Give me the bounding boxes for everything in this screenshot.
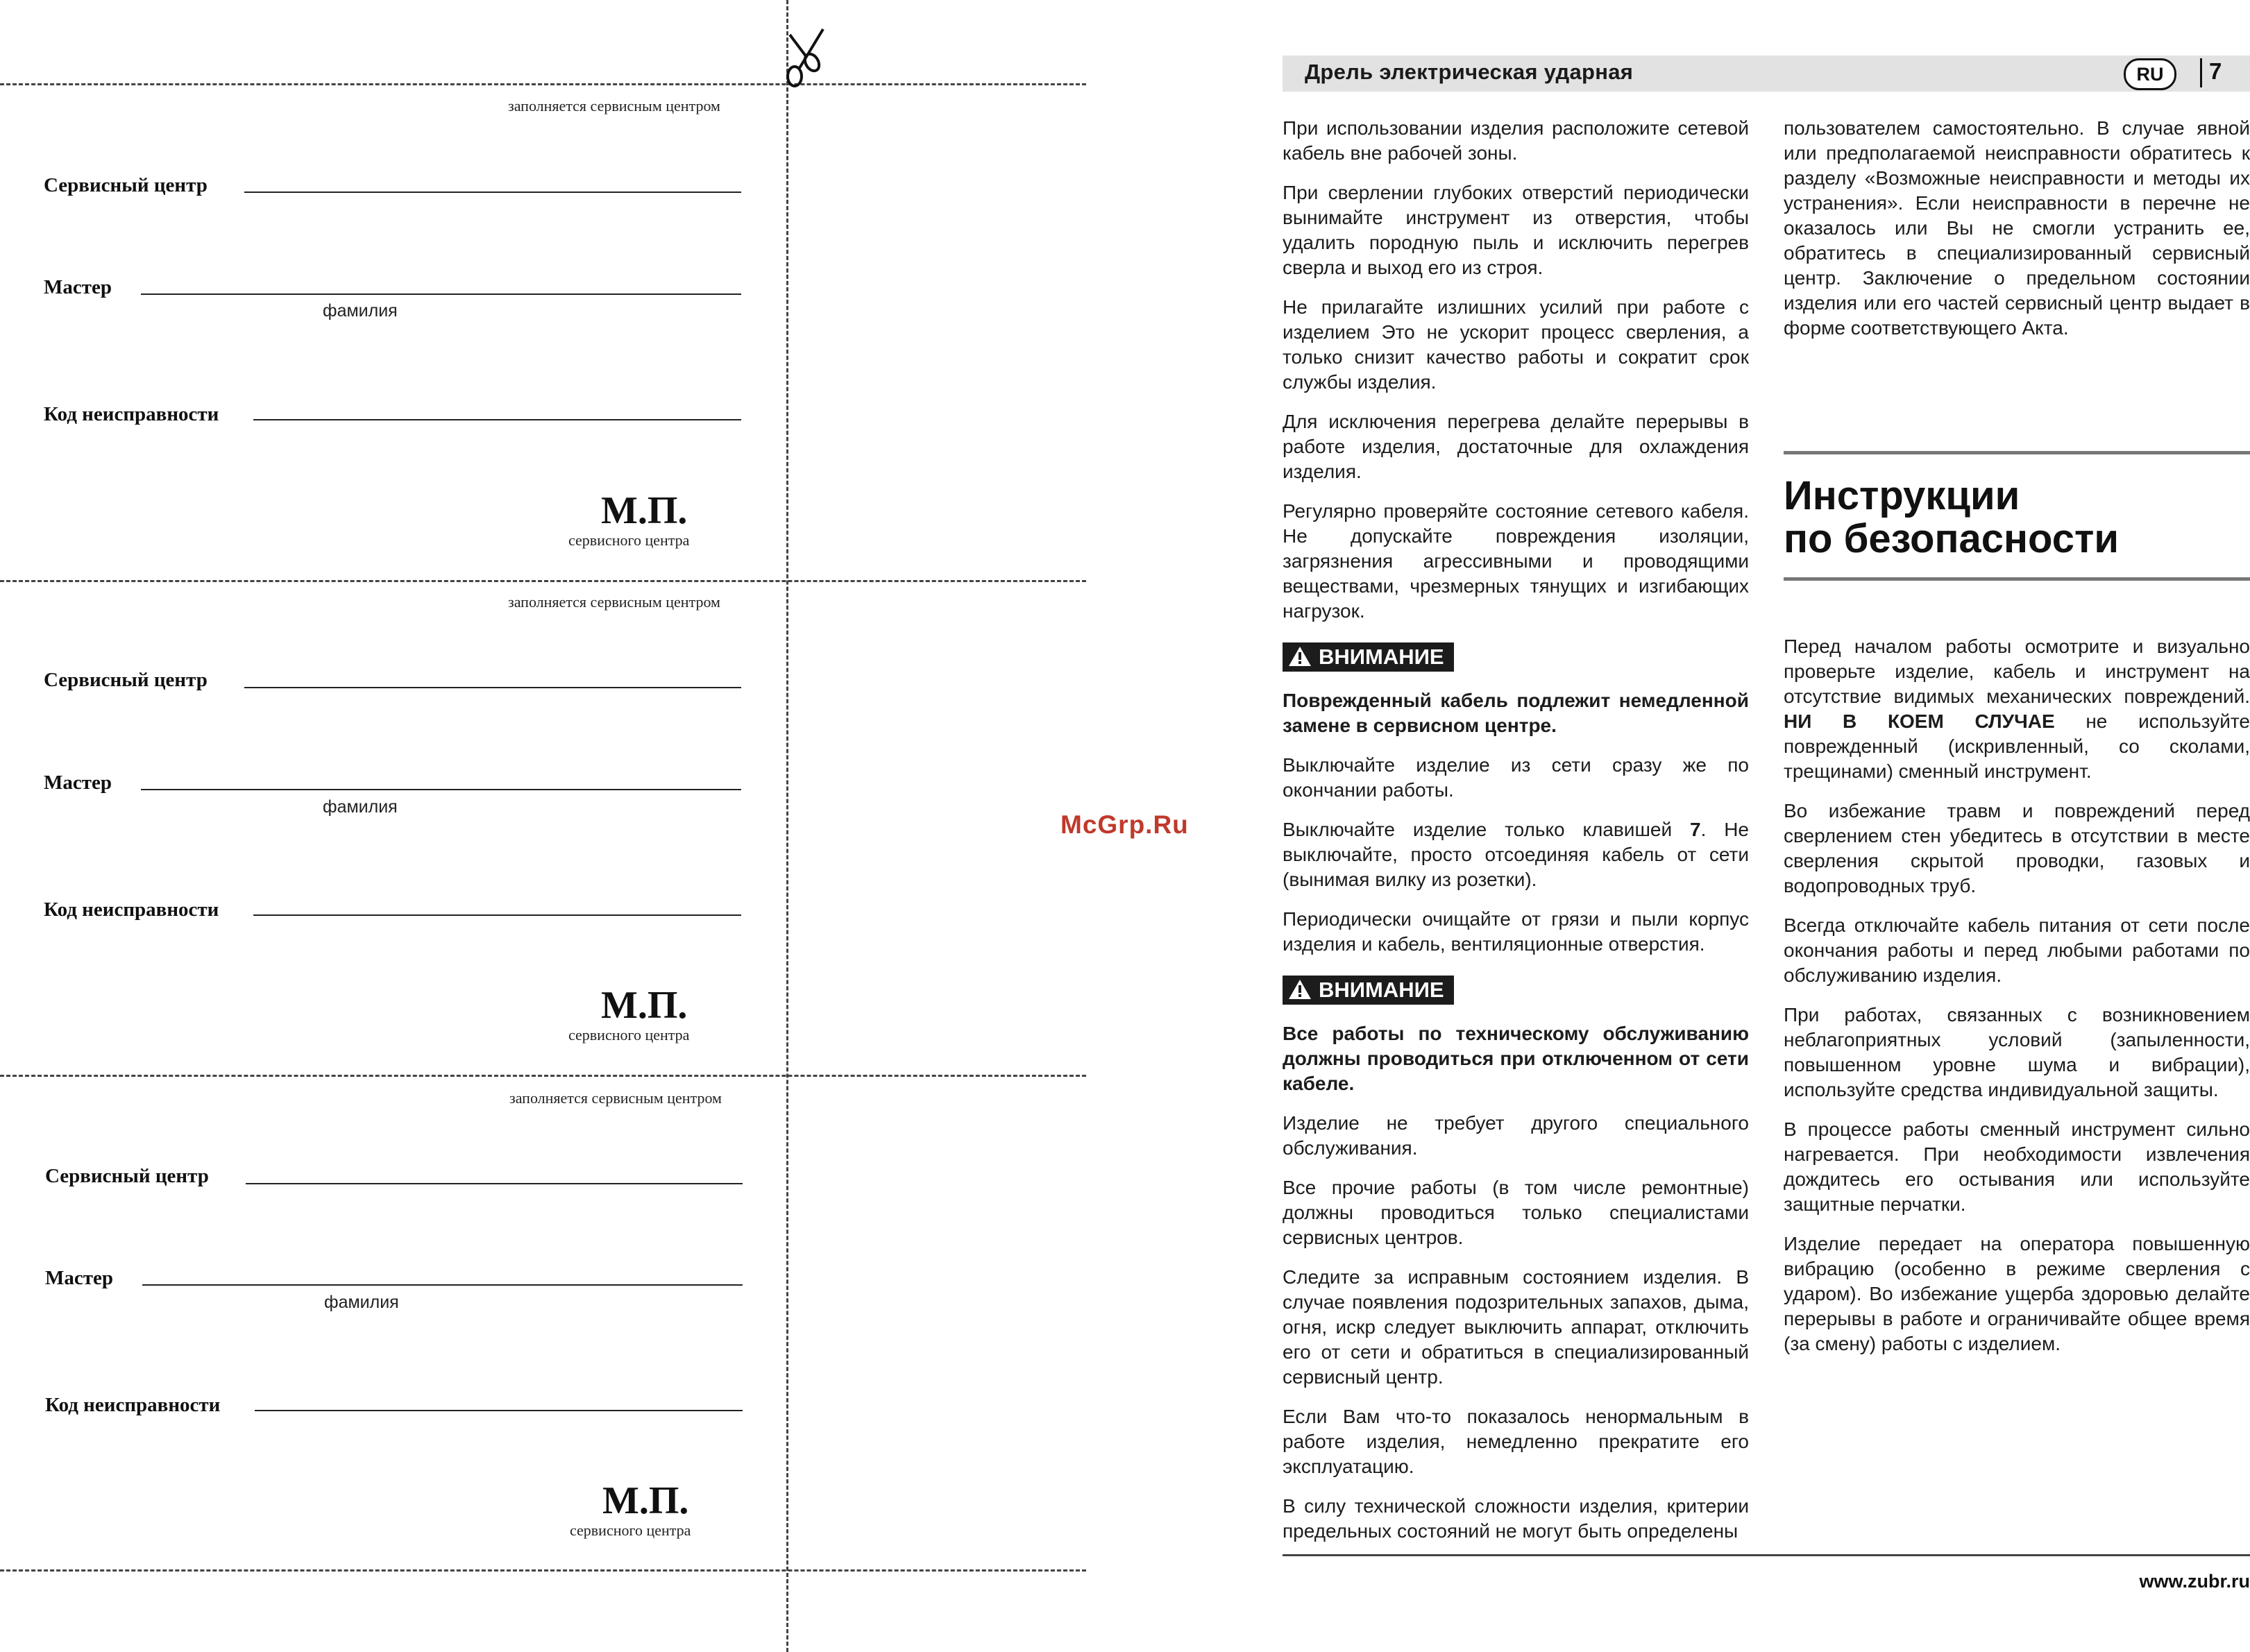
page-number: 7 bbox=[2209, 58, 2222, 84]
paragraph-part: не используйте поврежденный (искривленный, со сколами, трещинами) сменный инструмент. bbox=[1784, 710, 2250, 782]
emphasis: НИ В КОЕМ СЛУЧАЕ bbox=[1784, 710, 2055, 732]
paragraph: пользователем самостоятельно. В случае явной или предполагаемой неисправности обратитесь к разделу «Возможные неисправности и методы их устранения». Если неисправности в перечне не оказалось или Вы не смогли устранить ее, обратитесь в специализированный сервисный центр. Заключение о предельном состоянии изделия или его частей сервисный центр выдает в форме соответствующего Акта. bbox=[1784, 117, 2250, 339]
paragraph: Во избежание травм и повреждений перед сверлением стен убедитесь в отсутствии в месте сверления скрытой проводки, газовых и водопроводных труб. bbox=[1784, 800, 2250, 896]
master-label: Мастер bbox=[44, 276, 112, 298]
warning-icon bbox=[1288, 646, 1312, 667]
warning-badge bbox=[1283, 976, 1454, 1005]
paragraph: Для исключения перегрева делайте перерывы в работе изделия, достаточные для охлаждения изделия. bbox=[1283, 411, 1749, 482]
fault-code-label: Код неисправности bbox=[45, 1394, 221, 1416]
horizontal-cut-line bbox=[0, 580, 1086, 582]
master-field[interactable] bbox=[141, 293, 741, 295]
horizontal-cut-line bbox=[0, 1569, 1086, 1572]
page-title: Дрель электрическая ударная bbox=[1305, 60, 1634, 84]
fault-code-field[interactable] bbox=[253, 419, 741, 420]
paragraph: Следите за исправным состоянием изделия. В случае появления подозрительных запахов, дыма, огня, искр следует выключить аппарат, отключить его от сети и обратиться в специализированный сервисный центр. bbox=[1283, 1266, 1749, 1388]
stamp-label: М.П. bbox=[601, 984, 688, 1027]
surname-caption: фамилия bbox=[323, 301, 398, 321]
master-field[interactable] bbox=[142, 1284, 743, 1286]
paragraph bbox=[1784, 634, 2250, 784]
stamp-label: М.П. bbox=[602, 1479, 689, 1522]
warning-text: Поврежденный кабель подлежит немедленной замене в сервисном центре. bbox=[1283, 690, 1749, 736]
paragraph: При работах, связанных с возникновением неблагоприятных условий (запыленности, повышенном уровне шума и вибрации), используйте средства индивидуальной защиты. bbox=[1784, 1004, 2250, 1100]
surname-caption: фамилия bbox=[324, 1293, 399, 1312]
master-label: Мастер bbox=[45, 1267, 113, 1289]
service-center-field[interactable] bbox=[244, 191, 741, 193]
paragraph-part: Выключайте изделие только клавишей bbox=[1283, 819, 1690, 840]
section-title-line: Инструкции bbox=[1784, 473, 2020, 518]
fault-code-field[interactable] bbox=[253, 914, 741, 916]
paragraph: Изделие не требует другого специального обслуживания. bbox=[1283, 1112, 1749, 1159]
section-rule bbox=[1784, 577, 2250, 581]
service-center-field[interactable] bbox=[244, 687, 741, 688]
master-field[interactable] bbox=[141, 789, 741, 790]
horizontal-cut-line bbox=[0, 1075, 1086, 1077]
paragraph-part: . Не выключайте, просто отсоединяя кабель от сети (вынимая вилку из розетки). bbox=[1283, 819, 1749, 890]
safety-column bbox=[1784, 634, 2250, 1371]
service-center-field[interactable] bbox=[246, 1183, 743, 1184]
paragraph: Периодически очищайте от грязи и пыли корпус изделия и кабель, вентиляционные отверстия. bbox=[1283, 908, 1749, 955]
watermark: McGrp.Ru bbox=[1060, 810, 1189, 839]
paragraph: Регулярно проверяйте состояние сетевого кабеля. Не допускайте повреждения изоляции, загрязнения агрессивными и проводящими веществами, чрезмерных тянущих и изгибающих нагрузок. bbox=[1283, 500, 1749, 622]
paragraph: Изделие передает на оператора повышенную вибрацию (особенно в режиме сверления с ударом). Во избежание ущерба здоровью делайте перерывы в работе и ограничивайте общее время (за смену) работы с изделием. bbox=[1784, 1233, 2250, 1354]
section-rule bbox=[1784, 451, 2250, 454]
stamp-caption: сервисного центра bbox=[570, 1522, 691, 1539]
paragraph-part: Перед началом работы осмотрите и визуально проверьте изделие, кабель и инструмент на отсутствие видимых механических повреждений. bbox=[1784, 636, 2250, 707]
master-label: Мастер bbox=[44, 772, 112, 794]
footer-rule bbox=[1283, 1554, 2250, 1556]
text-column-1 bbox=[1283, 116, 1749, 1558]
surname-caption: фамилия bbox=[323, 797, 398, 817]
section-title-line: по безопасности bbox=[1784, 516, 2120, 561]
page-number-separator bbox=[2200, 58, 2202, 87]
key-number: 7 bbox=[1689, 819, 1701, 840]
service-center-label: Сервисный центр bbox=[44, 669, 208, 691]
paragraph: Если Вам что-то показалось ненормальным в работе изделия, немедленно прекратите его эксплуатацию. bbox=[1283, 1406, 1749, 1477]
stamp-caption: сервисного центра bbox=[568, 531, 690, 549]
stamp-label: М.П. bbox=[601, 489, 688, 532]
warning-icon bbox=[1288, 979, 1312, 1000]
warning-badge bbox=[1283, 642, 1454, 672]
service-center-label: Сервисный центр bbox=[45, 1165, 209, 1187]
warning-text: Все работы по техническому обслуживанию должны проводиться при отключенном от сети кабеле. bbox=[1283, 1023, 1749, 1094]
warning-label: ВНИМАНИЕ bbox=[1319, 978, 1444, 1002]
text-column-2 bbox=[1784, 116, 2250, 355]
paragraph: Все прочие работы (в том числе ремонтные) должны проводиться только специалистами сервисных центров. bbox=[1283, 1177, 1749, 1248]
section-title bbox=[1784, 475, 2119, 561]
coupon-note: заполняется сервисным центром bbox=[509, 1089, 722, 1107]
coupon-note: заполняется сервисным центром bbox=[508, 593, 720, 611]
fault-code-label: Код неисправности bbox=[44, 899, 219, 921]
paragraph: При использовании изделия расположите сетевой кабель вне рабочей зоны. bbox=[1283, 117, 1749, 164]
paragraph bbox=[1283, 817, 1749, 892]
stamp-caption: сервисного центра bbox=[568, 1026, 690, 1044]
warning-label: ВНИМАНИЕ bbox=[1319, 645, 1444, 669]
paragraph: Всегда отключайте кабель питания от сети после окончания работы и перед любыми работами по обслуживанию изделия. bbox=[1784, 914, 2250, 986]
paragraph: В процессе работы сменный инструмент сильно нагревается. При необходимости извлечения дождитесь его остывания или используйте защитные перчатки. bbox=[1784, 1118, 2250, 1215]
language-badge: RU bbox=[2124, 58, 2176, 90]
service-center-label: Сервисный центр bbox=[44, 174, 208, 196]
vertical-cut-line bbox=[786, 0, 788, 1652]
paragraph: Не прилагайте излишних усилий при работе с изделием Это не ускорит процесс сверления, а только снизит качество работы и сократит срок службы изделия. bbox=[1283, 296, 1749, 393]
coupon-note: заполняется сервисным центром bbox=[508, 97, 720, 114]
paragraph: В силу технической сложности изделия, критерии предельных состояний не могут быть определены bbox=[1283, 1495, 1749, 1542]
fault-code-field[interactable] bbox=[255, 1410, 743, 1411]
scissors-icon bbox=[783, 26, 831, 89]
footer-url[interactable]: www.zubr.ru bbox=[2139, 1571, 2250, 1592]
paragraph: При сверлении глубоких отверстий периодически вынимайте инструмент из отверстия, чтобы удалить порoдную пыль и исключить перегрев сверла и выход его из строя. bbox=[1283, 182, 1749, 278]
fault-code-label: Код неисправности bbox=[44, 403, 219, 425]
paragraph: Выключайте изделие из сети сразу же по окончании работы. bbox=[1283, 754, 1749, 801]
horizontal-cut-line bbox=[0, 83, 1086, 85]
